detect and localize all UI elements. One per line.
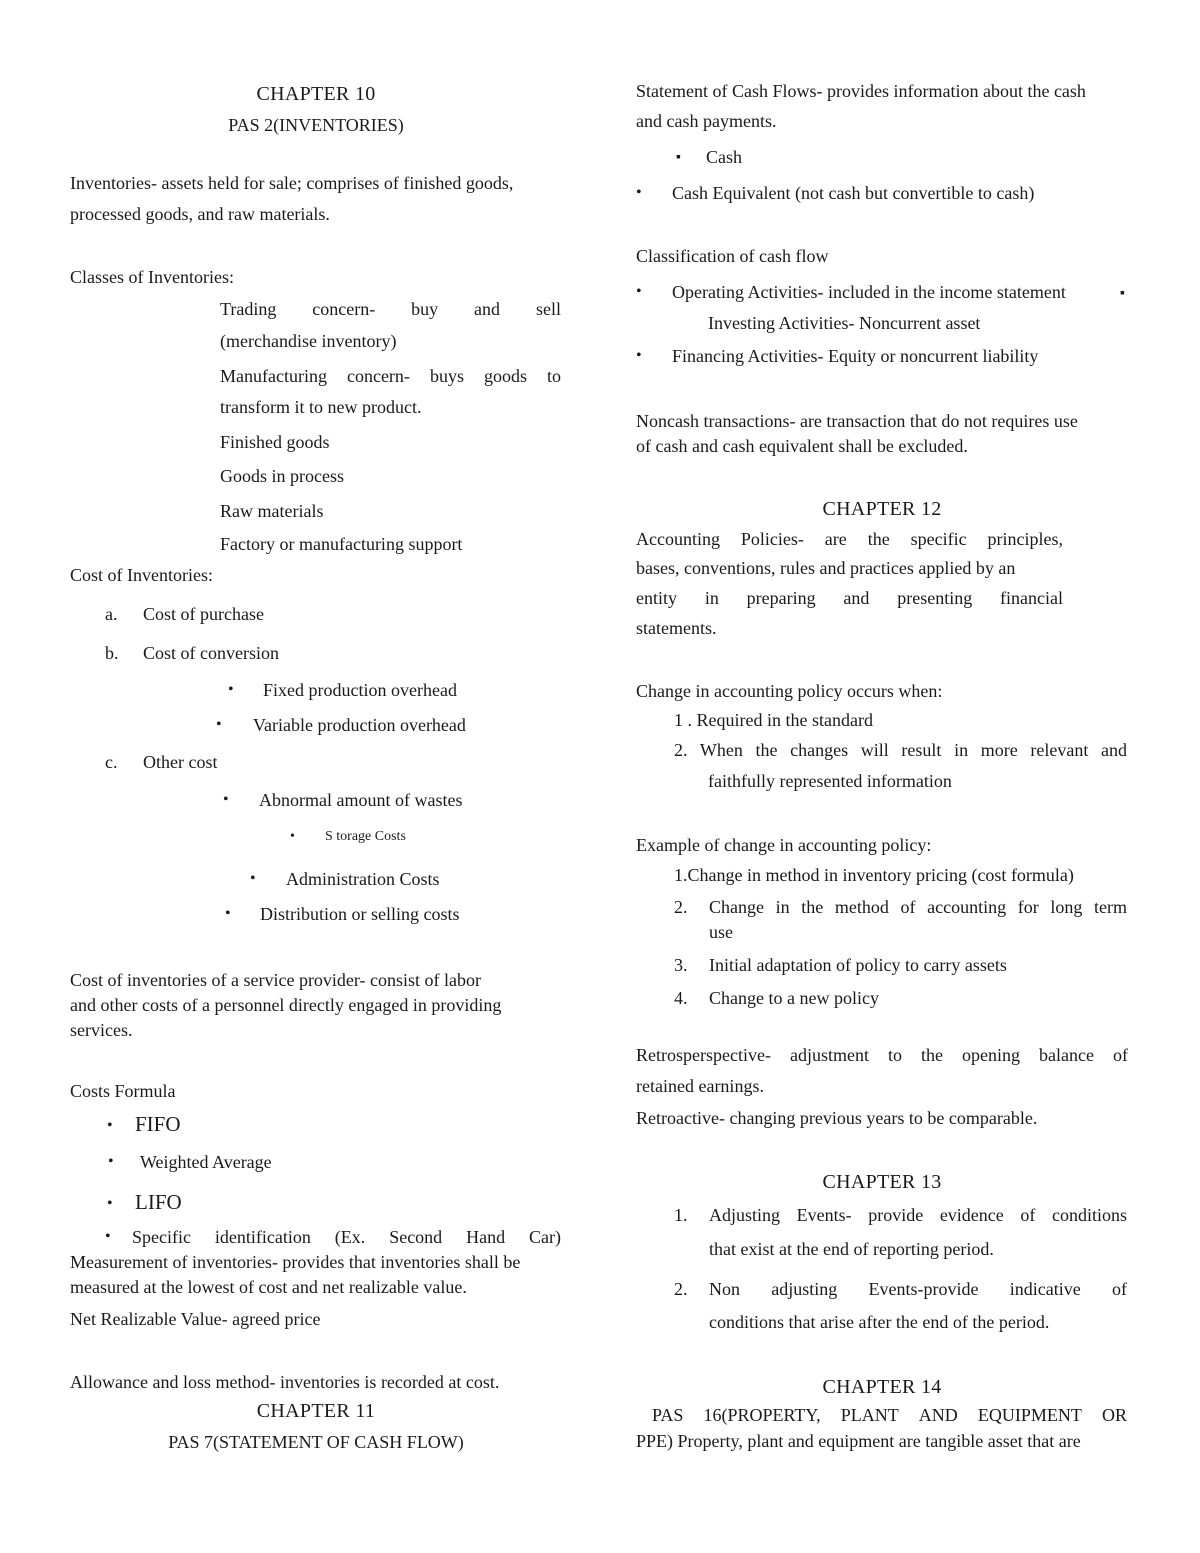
class-finished-goods: Finished goods	[220, 432, 330, 452]
chapter-11-subtitle: PAS 7(STATEMENT OF CASH FLOW)	[168, 1432, 464, 1452]
measurement-line-1: Measurement of inventories- provides that inventories shall be	[70, 1252, 521, 1272]
example-4: Change to a new policy	[709, 988, 879, 1008]
class-trading-line-1: Trading concern- buy and sell	[220, 299, 561, 319]
measurement-line-2: measured at the lowest of cost and net realizable value.	[70, 1277, 467, 1297]
example-2-marker: 2.	[674, 897, 688, 917]
change-reason-2-line-2: faithfully represented information	[708, 771, 952, 791]
fixed-production-overhead: Fixed production overhead	[263, 680, 457, 700]
example-1: 1.Change in method in inventory pricing (cost formula)	[674, 865, 1074, 885]
formula-lifo: LIFO	[135, 1190, 182, 1214]
bullet-icon: •	[228, 681, 234, 698]
adjusting-events-line-1: Adjusting Events- provide evidence of conditions	[709, 1205, 1127, 1225]
storage-costs: S torage Costs	[325, 829, 406, 844]
service-provider-line-2: and other costs of a personnel directly engaged in providing	[70, 995, 502, 1015]
variable-production-overhead: Variable production overhead	[253, 715, 466, 735]
class-manufacturing-line-1: Manufacturing concern- buys goods to	[220, 366, 561, 386]
event-1-marker: 1.	[674, 1205, 688, 1225]
bullet-icon: •	[107, 1195, 113, 1212]
statement-cash-flows-line-2: and cash payments.	[636, 111, 777, 131]
accounting-policies-line-4: statements.	[636, 618, 717, 638]
bullet-icon: •	[636, 184, 642, 201]
bullet-icon: •	[225, 905, 231, 922]
cash-equivalent-item: Cash Equivalent (not cash but convertible to cash)	[672, 183, 1035, 203]
class-trading-line-2: (merchandise inventory)	[220, 331, 397, 351]
example-4-marker: 4.	[674, 988, 688, 1008]
chapter-13-title: CHAPTER 13	[822, 1171, 942, 1193]
other-cost: Other cost	[143, 752, 218, 772]
bullet-icon: •	[107, 1117, 113, 1134]
bullet-icon: •	[636, 347, 642, 364]
inventories-definition-line-2: processed goods, and raw materials.	[70, 204, 330, 224]
operating-activities: Operating Activities- included in the income statement	[672, 282, 1066, 302]
abnormal-wastes: Abnormal amount of wastes	[259, 790, 463, 810]
change-reason-1: 1 . Required in the standard	[674, 710, 873, 730]
bullet-icon: •	[223, 791, 229, 808]
noncash-line-1: Noncash transactions- are transaction that do not requires use	[636, 411, 1078, 431]
cash-item: Cash	[706, 147, 742, 167]
change-reason-2-line-1: 2. When the changes will result in more relevant and	[674, 740, 1127, 760]
chapter-14-title: CHAPTER 14	[822, 1376, 942, 1398]
distribution-costs: Distribution or selling costs	[260, 904, 460, 924]
class-goods-in-process: Goods in process	[220, 466, 344, 486]
accounting-policies-line-1: Accounting Policies- are the specific principles,	[636, 529, 1063, 549]
noncash-line-2: of cash and cash equivalent shall be excluded.	[636, 436, 968, 456]
formula-weighted-average: Weighted Average	[140, 1152, 272, 1172]
investing-activities: Investing Activities- Noncurrent asset	[708, 313, 981, 333]
bullet-icon: •	[636, 283, 642, 300]
administration-costs: Administration Costs	[286, 869, 440, 889]
bullet-icon: ▪	[676, 150, 681, 165]
inventories-definition-line-1: Inventories- assets held for sale; comprises of finished goods,	[70, 173, 514, 193]
costs-formula-heading: Costs Formula	[70, 1081, 176, 1101]
example-2-line-1: Change in the method of accounting for long term	[709, 897, 1127, 917]
net-realizable-value: Net Realizable Value- agreed price	[70, 1309, 321, 1329]
retrospective-line-1: Retrosperspective- adjustment to the opening balance of	[636, 1045, 1128, 1065]
accounting-policies-line-2: bases, conventions, rules and practices applied by an	[636, 558, 1016, 578]
class-manufacturing-line-2: transform it to new product.	[220, 397, 422, 417]
statement-cash-flows-line-1: Statement of Cash Flows- provides information about the cash	[636, 81, 1086, 101]
cost-of-purchase: Cost of purchase	[143, 604, 264, 624]
chapter-10-title: CHAPTER 10	[256, 83, 376, 105]
bullet-icon: ▪	[1120, 286, 1125, 301]
retroactive: Retroactive- changing previous years to be comparable.	[636, 1108, 1038, 1128]
bullet-icon: •	[108, 1153, 114, 1170]
example-2-line-2: use	[709, 922, 733, 942]
allowance-loss-method: Allowance and loss method- inventories is recorded at cost.	[70, 1372, 500, 1392]
cost-heading: Cost of Inventories:	[70, 565, 213, 585]
formula-specific-identification: Specific identification (Ex. Second Hand Car)	[132, 1227, 561, 1247]
bullet-icon: •	[216, 716, 222, 733]
formula-fifo: FIFO	[135, 1112, 181, 1136]
chapter-10-subtitle: PAS 2(INVENTORIES)	[228, 115, 404, 135]
event-2-marker: 2.	[674, 1279, 688, 1299]
chapter-14-subtitle: PAS 16(PROPERTY, PLANT AND EQUIPMENT OR	[652, 1405, 1127, 1425]
bullet-icon: •	[250, 870, 256, 887]
service-provider-line-1: Cost of inventories of a service provider- consist of labor	[70, 970, 482, 990]
example-3: Initial adaptation of policy to carry assets	[709, 955, 1007, 975]
cost-a-marker: a.	[105, 604, 118, 624]
non-adjusting-events-line-2: conditions that arise after the end of the period.	[709, 1312, 1050, 1332]
classes-heading: Classes of Inventories:	[70, 267, 234, 287]
bullet-icon: •	[105, 1228, 111, 1245]
change-policy-heading: Change in accounting policy occurs when:	[636, 681, 943, 701]
cost-b-marker: b.	[105, 643, 119, 663]
financing-activities: Financing Activities- Equity or noncurrent liability	[672, 346, 1039, 366]
bullet-icon: •	[290, 829, 295, 844]
ppe-definition: PPE) Property, plant and equipment are tangible asset that are	[636, 1431, 1081, 1451]
example-3-marker: 3.	[674, 955, 688, 975]
accounting-policies-line-3: entity in preparing and presenting financial	[636, 588, 1063, 608]
class-raw-materials: Raw materials	[220, 501, 324, 521]
retrospective-line-2: retained earnings.	[636, 1076, 764, 1096]
class-factory-support: Factory or manufacturing support	[220, 534, 463, 554]
service-provider-line-3: services.	[70, 1020, 133, 1040]
classification-heading: Classification of cash flow	[636, 246, 829, 266]
adjusting-events-line-2: that exist at the end of reporting period.	[709, 1239, 994, 1259]
example-heading: Example of change in accounting policy:	[636, 835, 932, 855]
cost-c-marker: c.	[105, 752, 118, 772]
cost-of-conversion: Cost of conversion	[143, 643, 279, 663]
chapter-12-title: CHAPTER 12	[822, 498, 942, 520]
non-adjusting-events-line-1: Non adjusting Events-provide indicative of	[709, 1279, 1127, 1299]
chapter-11-title: CHAPTER 11	[256, 1400, 376, 1422]
